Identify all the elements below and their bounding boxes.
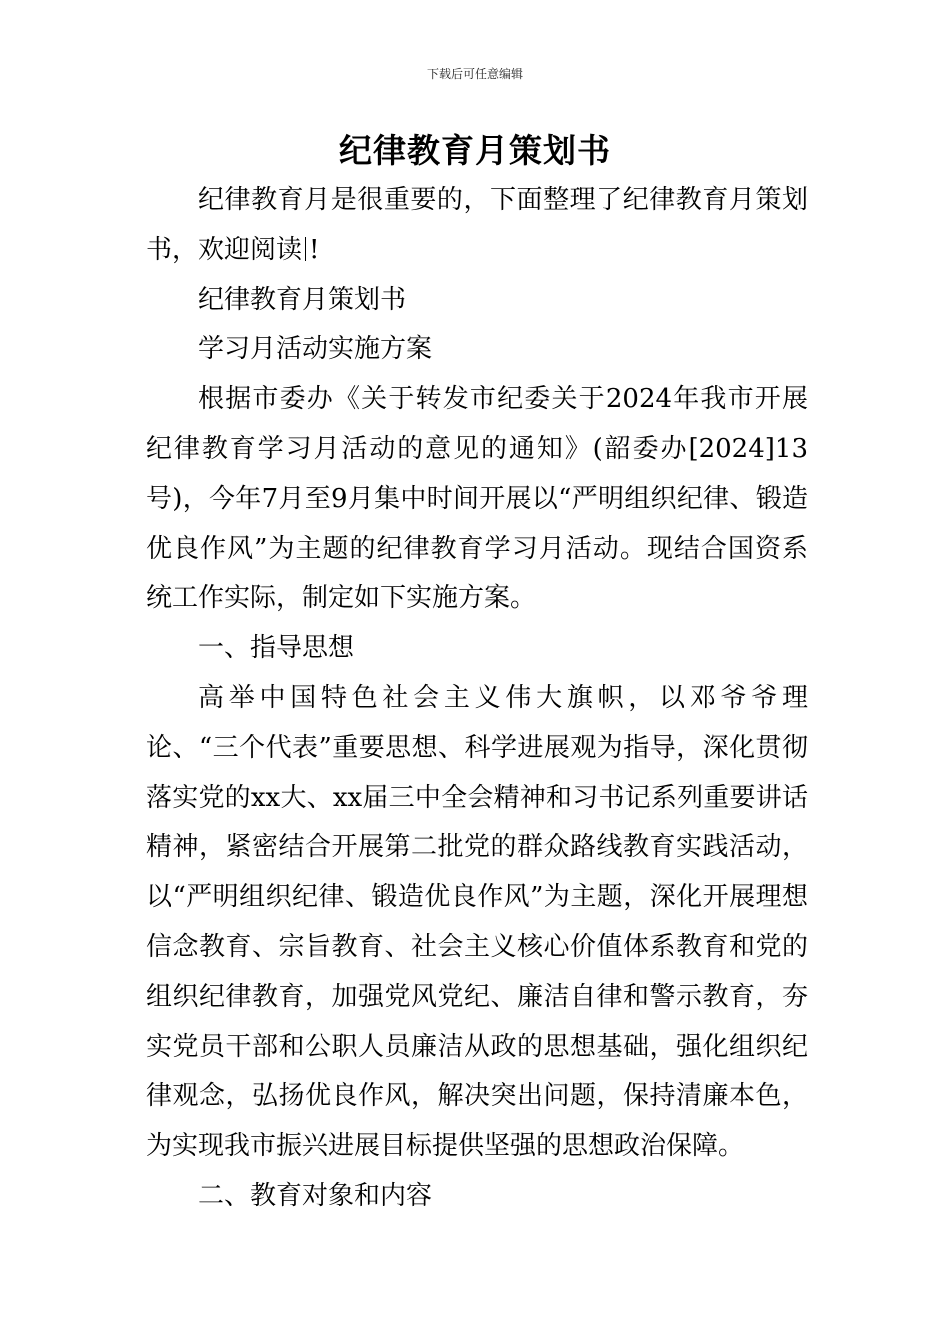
subtitle-scheme: 学习月活动实施方案 [198,334,433,365]
document-body [146,176,808,1222]
section-heading-guiding-thought: 一、指导思想 [198,633,355,664]
paragraph-guiding-thought: 高举中国特色社会主义伟大旗帜，以邓爷爷理论、“三个代表”重要思想、科学进展观为指导，深化贯彻落实党的xx大、xx届三中全会精神和习书记系列重要讲话精神，紧密结合开展第二批党的群众路线教育实践活动，以“严明组织纪律、锻造优良作风”为主题，深化开展理想信念教育、宗旨教育、社会主义核心价值体系教育和党的组织纪律教育，加强党风党纪、廉洁自律和警示教育，夯实党员干部和公职人员廉洁从政的思想基础，强化组织纪律观念，弘扬优良作风，解决突出问题，保持清廉本色，为实现我市振兴进展目标提供坚强的思想政治保障。 [146,682,808,1162]
subtitle-plan: 纪律教育月策划书 [198,284,407,315]
paragraph-basis: 根据市委办《关于转发市纪委关于2024年我市开展纪律教育学习月活动的意见的通知》(韶委办[2024]13号)，今年7月至9月集中时间开展以“严明组织纪律、锻造优良作风”为主题的纪律教育学习月活动。现结合国资系统工作实际，制定如下实施方案。 [146,384,808,614]
document-title: 纪律教育月策划书 [339,131,611,170]
intro-text: 纪律教育月是很重要的，下面整理了纪律教育月策划书，欢迎阅读 [146,185,808,265]
section-heading-objects-content: 二、教育对象和内容 [198,1180,433,1211]
intro-text-end: ! [309,234,320,265]
header-note: 下载后可任意编辑 [426,67,523,81]
text-cursor [305,237,306,261]
intro-paragraph [146,176,808,276]
